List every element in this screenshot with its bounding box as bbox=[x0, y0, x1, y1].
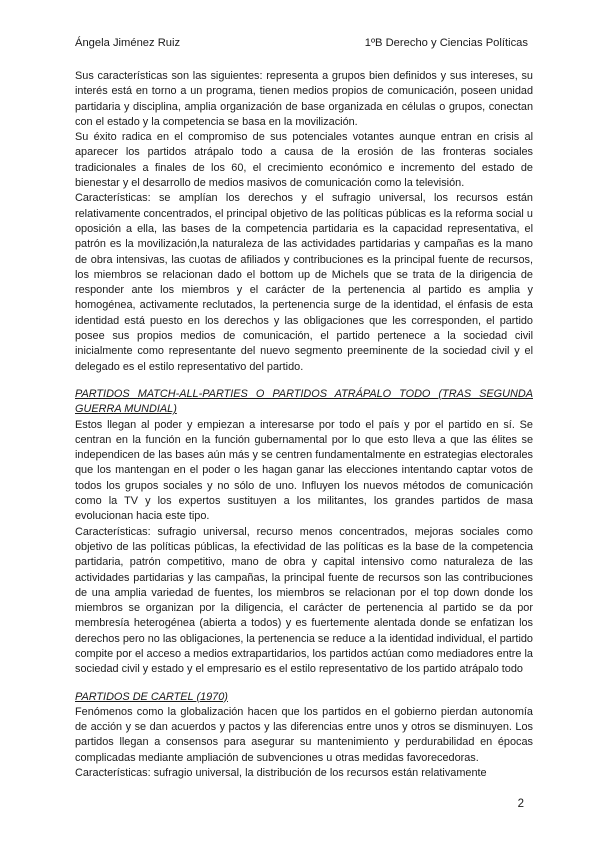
paragraph-cartel-intro: Fenómenos como la globalización hacen que los partidos en el gobierno pierdan autonomía de acción y se dan acuerdos y pactos y las diferencias entre unos y otros se disminuyen. Los partidos llegan a consensos para asegurar su mantenimiento y perdurabilidad en épocas complicadas mediante ampliación de subvenciones u otras medidas favorecedoras. bbox=[75, 705, 533, 764]
section-heading-catch-all: PARTIDOS MATCH-ALL-PARTIES O PARTIDOS ATRÁPALO TODO (TRAS SEGUNDA GUERRA MUNDIAL) bbox=[75, 387, 533, 416]
paragraph-characteristics-intro: Sus características son las siguientes: representa a grupos bien definidos y sus intereses, su interés está en torno a un programa, tienen medios propios de comunicación, poseen unidad partidaria y disciplina, amplia organización de base organizada en células o grupos, conectan con el estado y la competencia se basa en la movilización. bbox=[75, 70, 533, 128]
author-name: Ángela Jiménez Ruiz bbox=[75, 37, 181, 49]
paragraph-cartel-characteristics: Características: sufragio universal, la distribución de los recursos están relativamente bbox=[75, 767, 487, 780]
paragraph-catch-all-characteristics: Características: sufragio universal, recurso menos concentrados, mejoras sociales como objetivo de las políticas públicas, la efectividad de las políticas es la base de la competencia partidaria, patrón competitivo, mano de obra y capital intensivo como naturaleza de las actividades partidarias y las campañas, la principal fuente de recursos son las contribuciones de una amplia variedad de fuentes, los miembros se relacionan por el top down donde los miembros se organizan por la diligencia, el carácter de pertenencia al partido se da por membresía heterogénea (abierta a todos) y es fuertemente alentada donde se enfatizan los derechos pero no las obligaciones, la pertenencia se reduce a la identidad individual, el partido compite por el acceso a medios extrapartidarios, los partidos actúan como mediadores entre la sociedad civil y estado y el empresario es el estilo representativo de los partido atrápalo todo bbox=[75, 525, 533, 676]
section-heading-cartel: PARTIDOS DE CARTEL (1970) bbox=[75, 690, 228, 703]
paragraph-characteristics-mass: Características: se amplían los derechos y el sufragio universal, los recursos están relativamente concentrados, el principal objetivo de las políticas públicas es la reforma social u oposición a ella, las bases de la competencia partidaria es la capacidad representativa, el patrón es la movilización,la naturaleza de las actividades partidarias y campañas es la mano de obra intensivas, las cuotas de afiliados y contribuciones es la principal fuente de recursos, los miembros se relacionan dado el bottom up de Michels que se trata de la dirigencia de responder ante los miembros y el carácter de la pertenencia al partido es amplia y homogénea, activamente reclutados, la pertenencia surge de la identidad, el énfasis de esta identidad está puesto en los derechos y las obligaciones que les corresponden, el partido posee sus propios medios de comunicación, el partido pertenece a la sociedad civil inicialmente como representante del nuevo segmento preeminente de la sociedad civil y el delegado es el estilo representativo del partido. bbox=[75, 192, 533, 373]
paragraph-success: Su éxito radica en el compromiso de sus potenciales votantes aunque entran en crisis al aparecer los partidos atrápalo todo a causa de la erosión de las fronteras sociales tradicionales a finales de los 60, el crecimiento económico e incremento del estado de bienestar y el desarrollo de medios masivos de comunicación como la televisión. bbox=[75, 131, 533, 190]
paragraph-catch-all-intro: Estos llegan al poder y empiezan a interesarse por todo el país y por el partido en sí. Se centran en la función en la función gubernamental por lo que esto lleva a que las élites se independicen de las bases aún más y se centren fundamentalmente en estrategias electorales que los mantengan en el poder o les hagan ganar las elecciones intentando captar votos de todos los grupos sociales y no sólo de uno. Influyen los nuevos métodos de comunicación como la TV y los expertos sustituyen a los militantes, los grandes partidos de masa evolucionan hacia este tipo. bbox=[75, 418, 533, 523]
body-text bbox=[75, 69, 533, 781]
page-header bbox=[75, 37, 528, 49]
course-name: 1ºB Derecho y Ciencias Políticas bbox=[364, 37, 528, 49]
page-number: 2 bbox=[517, 798, 524, 810]
